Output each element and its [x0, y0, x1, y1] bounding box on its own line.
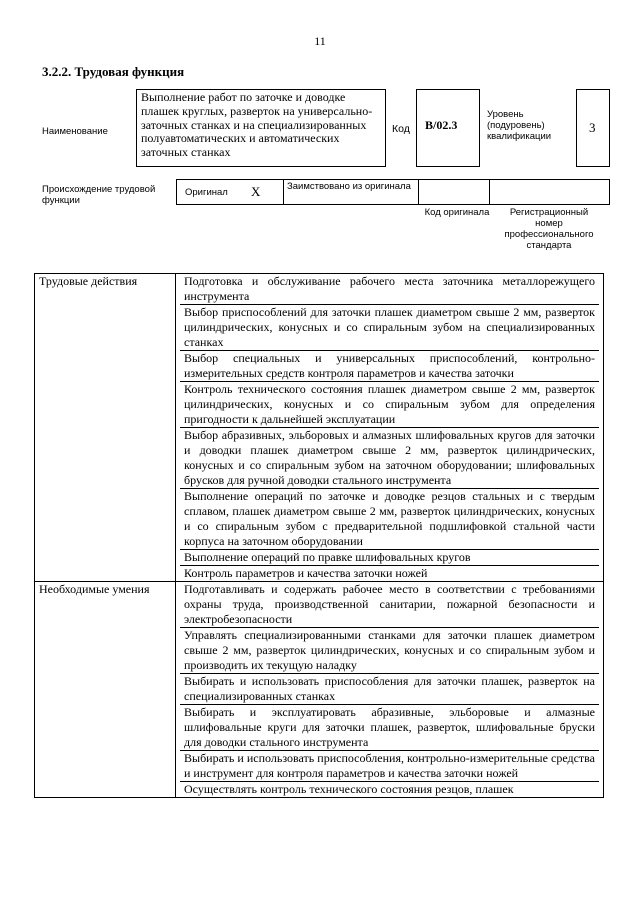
table-row — [35, 582, 604, 798]
code-label: Код — [392, 123, 410, 135]
list-item: Выбор абразивных, эльборовых и алмазных шлифовальных кругов для заточки и доводки плашек диаметром свыше 2 мм, разверток цилиндрических, конусных и со спиральным зубом на заточном оборудовании; шлифовальных брусков для ручной доводки стального инструмента — [180, 428, 599, 489]
reg-number-label: Регистрационный номер профессионального стандарта — [504, 207, 594, 251]
list-item: Выбирать и использовать приспособления, контрольно-измерительные средства и инструмент для контроля параметров и качества заточки ножей — [180, 751, 599, 782]
code-original-cell — [419, 180, 490, 204]
list-item: Выбор приспособлений для заточки плашек диаметром свыше 2 мм, разверток цилиндрических, конусных и со спиральным зубом на специализированных станках — [180, 305, 599, 351]
list-item: Подготавливать и содержать рабочее место в соответствии с требованиями охраны труда, производственной санитарии, пожарной безопасности и электробезопасности — [180, 582, 599, 628]
actions-cell — [176, 274, 604, 582]
origin-original-cell — [177, 180, 284, 204]
original-mark: X — [251, 184, 261, 199]
code-original-label: Код оригинала — [424, 207, 490, 218]
function-table — [34, 273, 604, 798]
list-item: Осуществлять контроль технического состояния резцов, плашек — [184, 782, 514, 796]
borrowed-label: Заимствовано из оригинала — [287, 181, 411, 192]
level-label: Уровень (подуровень) квалификации — [487, 109, 552, 142]
section-title-cell: Трудовые действия — [35, 274, 176, 582]
origin-label: Происхождение трудовой функции — [42, 184, 156, 206]
section-title: 3.2.2. Трудовая функция — [42, 64, 185, 79]
page-number: 11 — [314, 34, 326, 48]
table-row — [35, 274, 604, 582]
list-item: Выбирать и эксплуатировать абразивные, эльборовые и алмазные шлифовальные круги для заточки плашек, разверток, шлифовальные бруски для доводки стального инструмента — [180, 705, 599, 751]
list-item: Контроль технического состояния плашек диаметром свыше 2 мм, разверток цилиндрических, конусных и со спиральным зубом для определения пригодности к дальнейшей эксплуатации — [180, 382, 599, 428]
section-title-cell: Необходимые умения — [35, 582, 176, 798]
function-name-box: Выполнение работ по заточке и доводке плашек круглых, разверток на универсально-заточных станках и на специализированных полуавтоматических и автоматических заточных станках — [136, 89, 386, 167]
list-item: Выполнение операций по правке шлифовальных кругов — [180, 550, 599, 566]
original-label: Оригинал — [185, 187, 228, 198]
skills-cell — [176, 582, 604, 798]
code-value: В/02.3 — [416, 89, 480, 167]
list-item: Подготовка и обслуживание рабочего места заточника металлорежущего инструмента — [180, 274, 599, 305]
list-item: Управлять специализированными станками для заточки плашек диаметром свыше 2 мм, разверток цилиндрических, конусных и со спиральным зубом и производить их текущую наладку — [180, 628, 599, 674]
origin-borrowed-cell — [284, 180, 419, 204]
list-item: Выполнение операций по заточке и доводке резцов стальных и с твердым сплавом, плашек диаметром свыше 2 мм, разверток цилиндрических, конусных и со спиральным зубом с предварительной подшлифовкой стальной части корпуса на заточном оборудовании — [180, 489, 599, 550]
origin-grid — [176, 179, 610, 205]
name-label: Наименование — [42, 126, 108, 137]
level-value: 3 — [576, 89, 610, 167]
list-item: Выбор специальных и универсальных приспособлений, контрольно-измерительных средств контроля параметров и качества заточки — [180, 351, 599, 382]
list-item: Выбирать и использовать приспособления для заточки плашек, разверток на специализированных станках — [180, 674, 599, 705]
list-item: Контроль параметров и качества заточки ножей — [184, 566, 428, 580]
